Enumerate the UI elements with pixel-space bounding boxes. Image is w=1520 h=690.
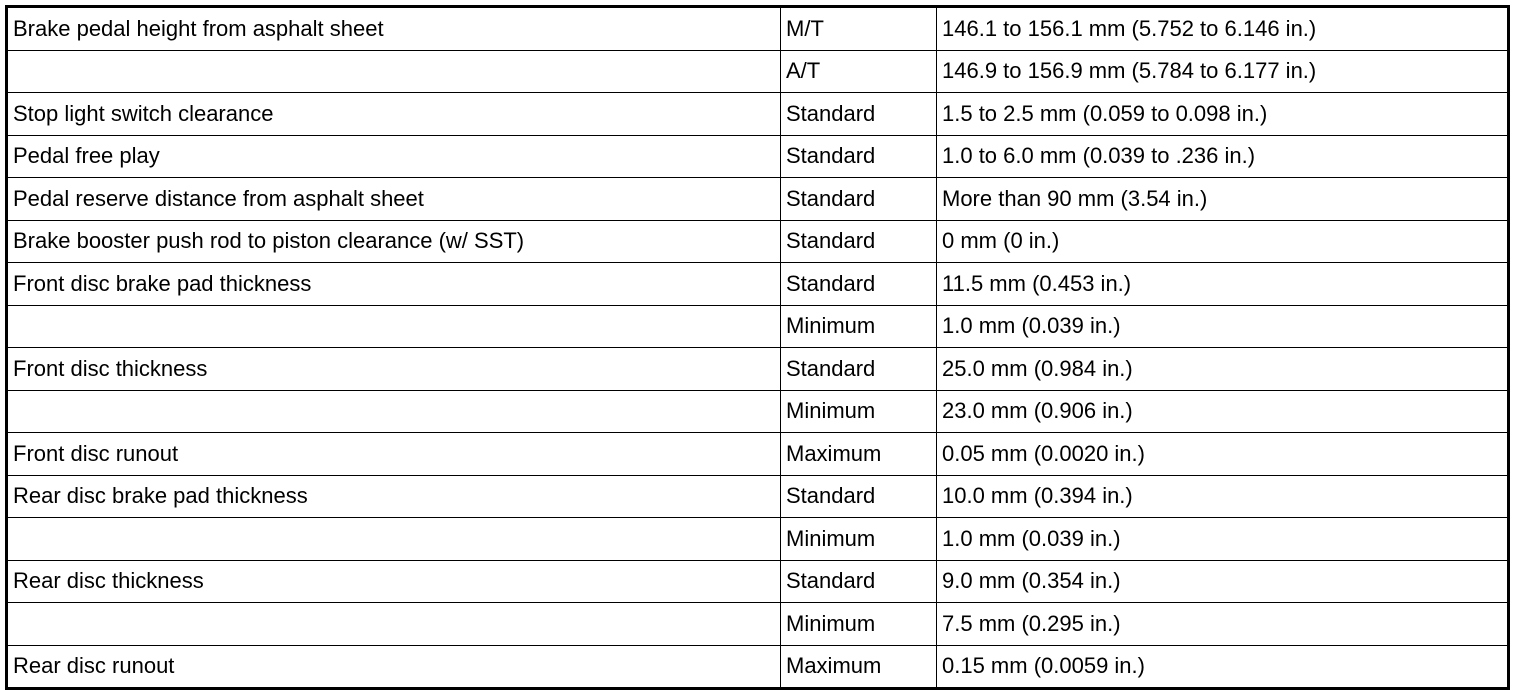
value-cell: 146.9 to 156.9 mm (5.784 to 6.177 in.)	[937, 50, 1509, 93]
condition-cell: A/T	[781, 50, 937, 93]
condition-cell: Minimum	[781, 305, 937, 348]
item-cell	[7, 518, 781, 561]
condition-cell: Standard	[781, 178, 937, 221]
table-row	[7, 135, 1509, 178]
condition-cell: Standard	[781, 348, 937, 391]
item-cell	[7, 50, 781, 93]
condition-cell: Standard	[781, 560, 937, 603]
condition-cell: Standard	[781, 475, 937, 518]
table-row	[7, 390, 1509, 433]
condition-cell: Standard	[781, 135, 937, 178]
table-row	[7, 93, 1509, 136]
value-cell: 146.1 to 156.1 mm (5.752 to 6.146 in.)	[937, 7, 1509, 51]
value-cell: 1.0 to 6.0 mm (0.039 to .236 in.)	[937, 135, 1509, 178]
table-row	[7, 645, 1509, 689]
table-row	[7, 220, 1509, 263]
table-row	[7, 263, 1509, 306]
condition-cell: Standard	[781, 220, 937, 263]
condition-cell: Minimum	[781, 518, 937, 561]
item-cell: Rear disc runout	[7, 645, 781, 689]
value-cell: 0.15 mm (0.0059 in.)	[937, 645, 1509, 689]
item-cell: Rear disc brake pad thickness	[7, 475, 781, 518]
table-row	[7, 178, 1509, 221]
table-row	[7, 433, 1509, 476]
value-cell: 7.5 mm (0.295 in.)	[937, 603, 1509, 646]
value-cell: 0.05 mm (0.0020 in.)	[937, 433, 1509, 476]
item-cell: Brake pedal height from asphalt sheet	[7, 7, 781, 51]
value-cell: 11.5 mm (0.453 in.)	[937, 263, 1509, 306]
item-cell: Pedal reserve distance from asphalt sheet	[7, 178, 781, 221]
value-cell: 23.0 mm (0.906 in.)	[937, 390, 1509, 433]
table-row	[7, 603, 1509, 646]
item-cell: Rear disc thickness	[7, 560, 781, 603]
condition-cell: Minimum	[781, 603, 937, 646]
condition-cell: Maximum	[781, 433, 937, 476]
item-cell: Brake booster push rod to piston clearance (w/ SST)	[7, 220, 781, 263]
item-cell: Stop light switch clearance	[7, 93, 781, 136]
table-body	[7, 7, 1509, 689]
table-row	[7, 560, 1509, 603]
value-cell: 1.0 mm (0.039 in.)	[937, 518, 1509, 561]
table-row	[7, 518, 1509, 561]
value-cell: 0 mm (0 in.)	[937, 220, 1509, 263]
table-row	[7, 305, 1509, 348]
value-cell: 1.0 mm (0.039 in.)	[937, 305, 1509, 348]
item-cell: Front disc runout	[7, 433, 781, 476]
table-row	[7, 348, 1509, 391]
value-cell: 9.0 mm (0.354 in.)	[937, 560, 1509, 603]
condition-cell: Maximum	[781, 645, 937, 689]
condition-cell: Minimum	[781, 390, 937, 433]
item-cell	[7, 305, 781, 348]
value-cell: More than 90 mm (3.54 in.)	[937, 178, 1509, 221]
item-cell	[7, 390, 781, 433]
value-cell: 1.5 to 2.5 mm (0.059 to 0.098 in.)	[937, 93, 1509, 136]
value-cell: 25.0 mm (0.984 in.)	[937, 348, 1509, 391]
item-cell: Front disc thickness	[7, 348, 781, 391]
value-cell: 10.0 mm (0.394 in.)	[937, 475, 1509, 518]
table-row	[7, 475, 1509, 518]
item-cell: Pedal free play	[7, 135, 781, 178]
condition-cell: Standard	[781, 93, 937, 136]
condition-cell: M/T	[781, 7, 937, 51]
table-row	[7, 50, 1509, 93]
brake-specifications-table	[5, 5, 1510, 690]
item-cell: Front disc brake pad thickness	[7, 263, 781, 306]
table-row	[7, 7, 1509, 51]
condition-cell: Standard	[781, 263, 937, 306]
item-cell	[7, 603, 781, 646]
